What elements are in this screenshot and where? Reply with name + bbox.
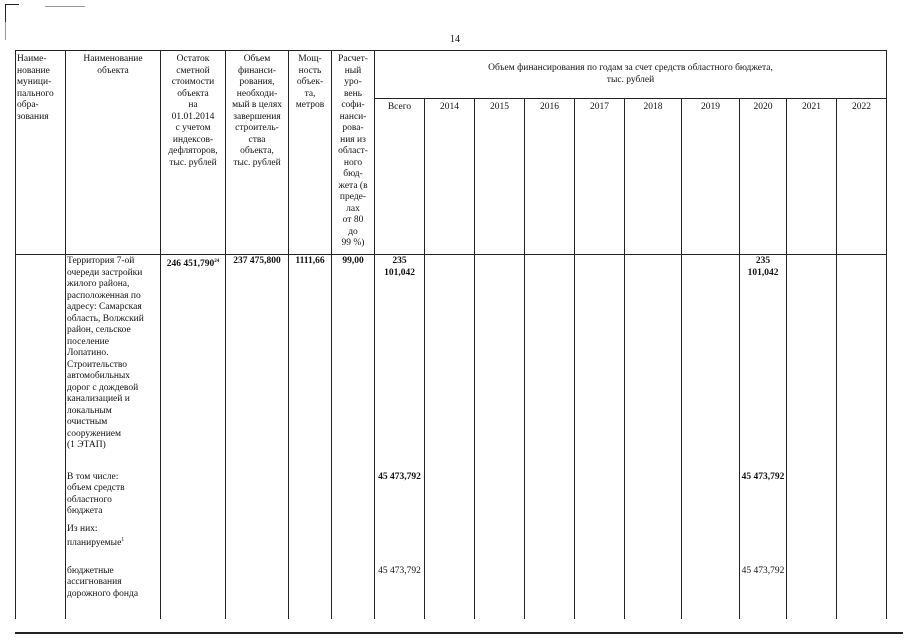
header-year-2018: 2018 (625, 99, 682, 255)
table-row-planned (16, 523, 887, 559)
cell-total-regional: 45 473,792 (378, 471, 421, 482)
page-number: 14 (450, 34, 460, 45)
header-capacity: Мощ- ность объек- та, метров (289, 51, 332, 255)
page-bottom-rule (15, 632, 903, 634)
header-year-2020: 2020 (740, 99, 787, 255)
road-fund-label: бюджетные ассигнования дорожного фонда (67, 565, 139, 599)
header-year-2017: 2017 (575, 99, 625, 255)
header-year-2019: 2019 (682, 99, 740, 255)
financing-table (15, 50, 887, 619)
cell-financing-volume: 237 475,800 (226, 255, 289, 465)
object-name: Территория 7-ой очереди застройки жилого района, расположенная по адресу: Самарская область, Волжский район, сельское поселение Лопатино. Строительство автомобильных дорог с дождевой канализацией и локальным очистным сооружением (1 ЭТАП) (67, 256, 144, 450)
header-year-2021: 2021 (787, 99, 837, 255)
header-estimate-balance: Остаток сметной стоимости объекта на 01.01.2014 с учетом индексов- дефляторов, тыс. рублей (161, 51, 226, 255)
table-row-regional-budget (16, 465, 887, 523)
planned-label: Из них: планируемые$^1$ (67, 523, 125, 549)
scan-dash-1 (45, 6, 85, 7)
scan-corner-line-horizontal (5, 4, 19, 5)
cell-2020-road-fund: 45 473,792 (741, 565, 785, 576)
header-year-2015: 2015 (475, 99, 525, 255)
cell-total-road-fund: 45 473,792 (378, 565, 421, 576)
regional-budget-label: В том числе: объем средств областного бюджета (67, 471, 125, 516)
cell-2020-regional: 45 473,792 (741, 471, 785, 482)
cell-total: 235 101,042 (375, 255, 425, 465)
cell-year-2020: 235 101,042 (740, 255, 787, 465)
header-object-name: Наименование объекта (66, 51, 161, 255)
header-year-2014: 2014 (425, 99, 475, 255)
header-by-years: Объем финансирования по годам за счет средств областного бюджета, тыс. рублей (375, 51, 887, 99)
header-total: Всего (375, 99, 425, 255)
header-financing-volume: Объем финанси- рования, необходи- мый в целях завершения строитель- ства объекта, тыс. рублей (226, 51, 289, 255)
scan-dash-2 (5, 22, 6, 40)
cell-estimate-balance: 246 451,790$^{24}$ (161, 255, 226, 465)
scan-corner-line-vertical (5, 4, 6, 22)
header-cofinancing: Расчет- ный уро- вень софи- нанси- рова- ния из област- ного бюд- жета (в преде- лах от 80 до 99 %) (332, 51, 375, 255)
cell-cofinancing: 99,00 (332, 255, 375, 465)
header-municipality: Наиме- нование муници- пального обра- зования (16, 51, 66, 255)
header-year-2022: 2022 (837, 99, 887, 255)
header-year-2016: 2016 (525, 99, 575, 255)
cell-capacity: 1111,66 (289, 255, 332, 465)
table-row-object (16, 255, 887, 465)
table-row-road-fund (16, 559, 887, 619)
